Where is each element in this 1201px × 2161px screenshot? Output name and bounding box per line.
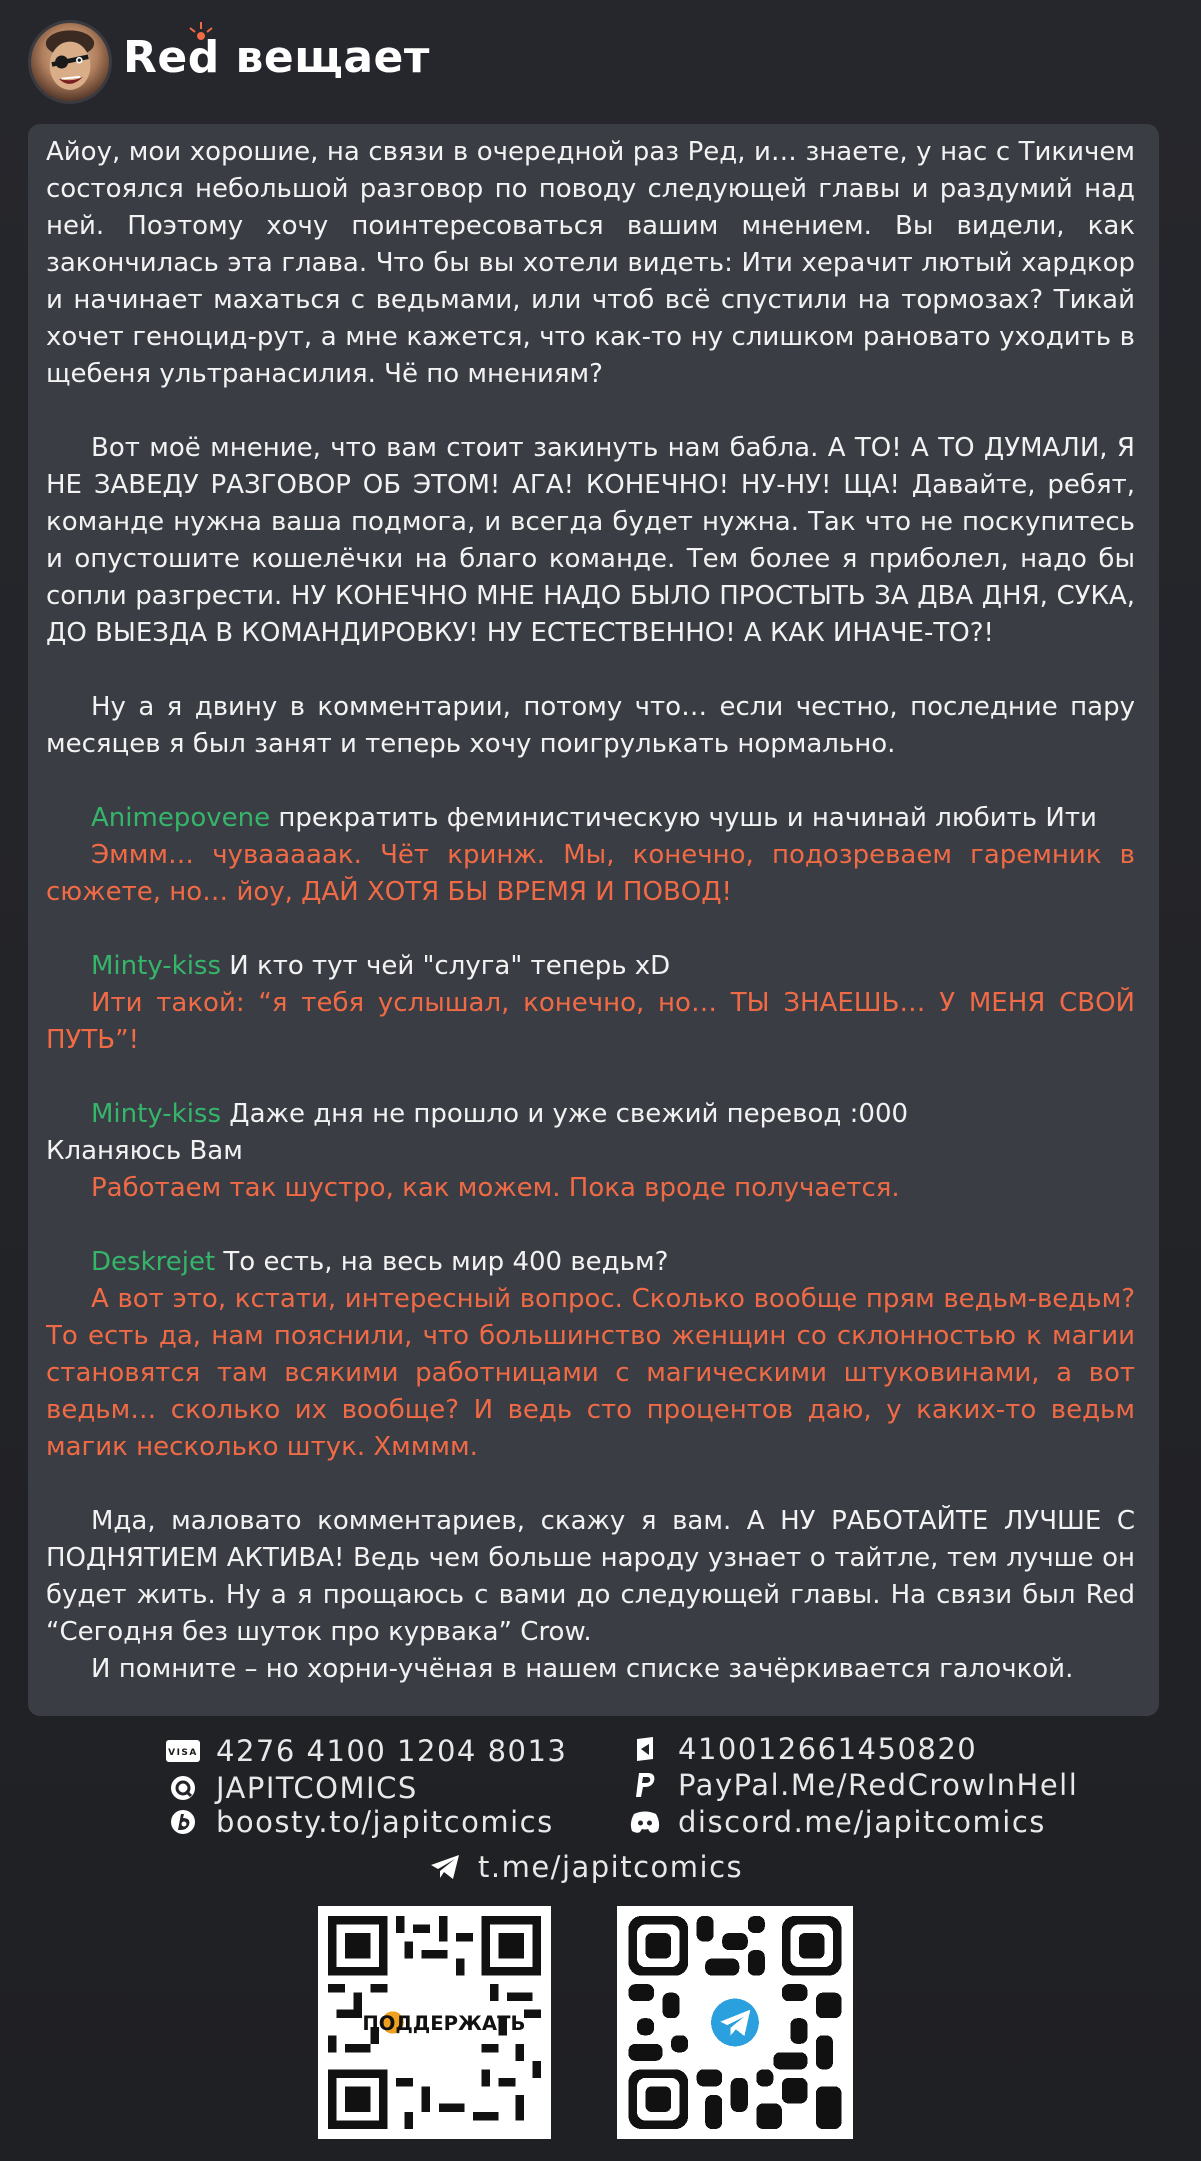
qr-pattern	[627, 1916, 843, 2129]
intro-paragraph: Айоу, мои хорошие, на связи в очередной раз Ред, и… знаете, у нас с Тикичем состоялся небольшой разговор по поводу следующей главы и раздумий над ней. Поэтому хочу поинтересоваться вашим мнением. Вы видели, как закончилась эта глава. Что бы вы хотели видеть: Ити херачит лютый хардкор и начинает махаться с ведьмами, или чтоб всё спустили на тормозах? Тикай хочет геноцид-рут, а мне кажется, что как-то ну слишком рановато уходить в щебеня ультранасилия. Чё по мнениям?	[46, 137, 1135, 389]
yoomoney-number: 410012661450820	[678, 1732, 978, 1766]
page-title: Red вещает	[123, 32, 430, 83]
qiwi-label: JAPITCOMICS	[216, 1771, 418, 1805]
telegram-qr-code[interactable]	[617, 1906, 853, 2139]
comment-text: То есть, на весь мир 400 ведьм?	[215, 1247, 669, 1277]
paypal-icon	[628, 1770, 662, 1800]
visa-icon	[166, 1736, 200, 1766]
comment-block	[46, 1096, 1135, 1207]
qiwi-item[interactable]	[166, 1771, 418, 1805]
comment-text: Даже дня не прошло и уже свежий перевод :000	[221, 1099, 909, 1129]
telegram-icon	[428, 1852, 462, 1882]
visa-card-number: 4276 4100 1204 8013	[216, 1734, 568, 1768]
qr-support-label: ПОДДЕРЖАТЬ	[362, 2012, 526, 2036]
paypal-url: PayPal.Me/RedCrowInHell	[678, 1768, 1079, 1802]
comment-reply: Ити такой: “я тебя услышал, конечно, но… ТЫ ЗНАЕШЬ… У МЕНЯ СВОЙ ПУТЬ”!	[46, 988, 1135, 1055]
header	[28, 20, 628, 110]
comment-text-extra: Кланяюсь Вам	[46, 1136, 243, 1166]
comment-block	[46, 800, 1135, 911]
post-card	[28, 124, 1159, 1716]
paypal-link[interactable]	[628, 1768, 1078, 1802]
footer	[0, 1720, 1201, 2161]
comments-intro-paragraph: Ну а я двину в комментарии, потому что… если честно, последние пару месяцев я был занят и теперь хочу поигрулькать нормально.	[46, 692, 1135, 759]
comment-author: Minty-kiss	[91, 951, 222, 981]
ps-paragraph: И помните – но хорни-учёная в нашем списке зачёркивается галочкой.	[91, 1654, 1074, 1684]
discord-icon	[628, 1807, 662, 1837]
pirate-avatar-icon	[28, 20, 112, 104]
boosty-icon	[166, 1807, 200, 1837]
comment-text: И кто тут чей "слуга" теперь xD	[221, 951, 671, 981]
yoomoney-item	[628, 1732, 977, 1766]
discord-link[interactable]	[628, 1805, 1046, 1839]
discord-url: discord.me/japitcomics	[678, 1805, 1046, 1839]
telegram-link[interactable]	[428, 1850, 743, 1884]
boosty-url: boosty.to/japitcomics	[216, 1805, 554, 1839]
comment-reply: Эммм… чуваааaак. Чёт кринж. Мы, конечно, подозреваем гаремник в сюжете, но… йоу, ДАЙ ХОТЯ БЫ ВРЕМЯ И ПОВОД!	[46, 840, 1135, 907]
svg-text:VISA: VISA	[168, 1748, 198, 1758]
comment-author: Deskrejet	[91, 1247, 216, 1277]
boosty-qr-code[interactable]	[318, 1906, 551, 2139]
qiwi-icon	[166, 1773, 200, 1803]
qr-pattern	[328, 1916, 541, 2129]
boosty-link[interactable]	[166, 1805, 554, 1839]
comment-reply: Работаем так шустро, как можем. Пока вроде получается.	[91, 1173, 900, 1203]
comment-block	[46, 1244, 1135, 1466]
outro-paragraph: Мда, маловато комментариев, скажу я вам. А НУ РАБОТАЙТЕ ЛУЧШЕ С ПОДНЯТИЕМ АКТИВА! Ведь чем больше народу узнает о тайтле, тем лучше он будет жить. Ну а я прощаюсь с вами до следующей главы. На связи был Red “Сегодня без шуток про курвака” Crow.	[46, 1506, 1135, 1647]
comment-block	[46, 948, 1135, 1059]
visa-card-item	[166, 1734, 567, 1768]
telegram-url: t.me/japitcomics	[478, 1850, 744, 1884]
comment-author: Minty-kiss	[91, 1099, 222, 1129]
comment-reply: А вот это, кстати, интересный вопрос. Сколько вообще прям ведьм-ведьм? То есть да, нам пояснили, что большинство женщин со склонностью к магии становятся там всякими работницами с магическими штуковинами, а вот ведьм… сколько их вообще? И ведь сто процентов даю, у каких-то ведьм магик несколько штук. Хмммм.	[46, 1284, 1135, 1462]
yoomoney-icon	[628, 1734, 662, 1764]
comment-text: прекратить феминистическую чушь и начинай любить Ити	[270, 803, 1097, 833]
comment-author: Animepovene	[91, 803, 271, 833]
donation-paragraph: Вот моё мнение, что вам стоит закинуть нам бабла. А ТО! А ТО ДУМАЛИ, Я НЕ ЗАВЕДУ РАЗГОВОР ОБ ЭТОМ! АГА! КОНЕЧНО! НУ-НУ! ЩА! Давайте, ребят, команде нужна ваша подмога, и всегда будет нужна. Так что не поскупитесь и опустошите кошелёчки на благо команде. Тем более я приболел, надо бы сопли разгрести. НУ КОНЕЧНО МНЕ НАДО БЫЛО ПРОСТЫТЬ ЗА ДВА ДНЯ, СУКА, ДО ВЫЕЗДА В КОМАНДИРОВКУ! НУ ЕСТЕСТВЕННО! А КАК ИНАЧЕ-ТО?!	[46, 433, 1135, 648]
